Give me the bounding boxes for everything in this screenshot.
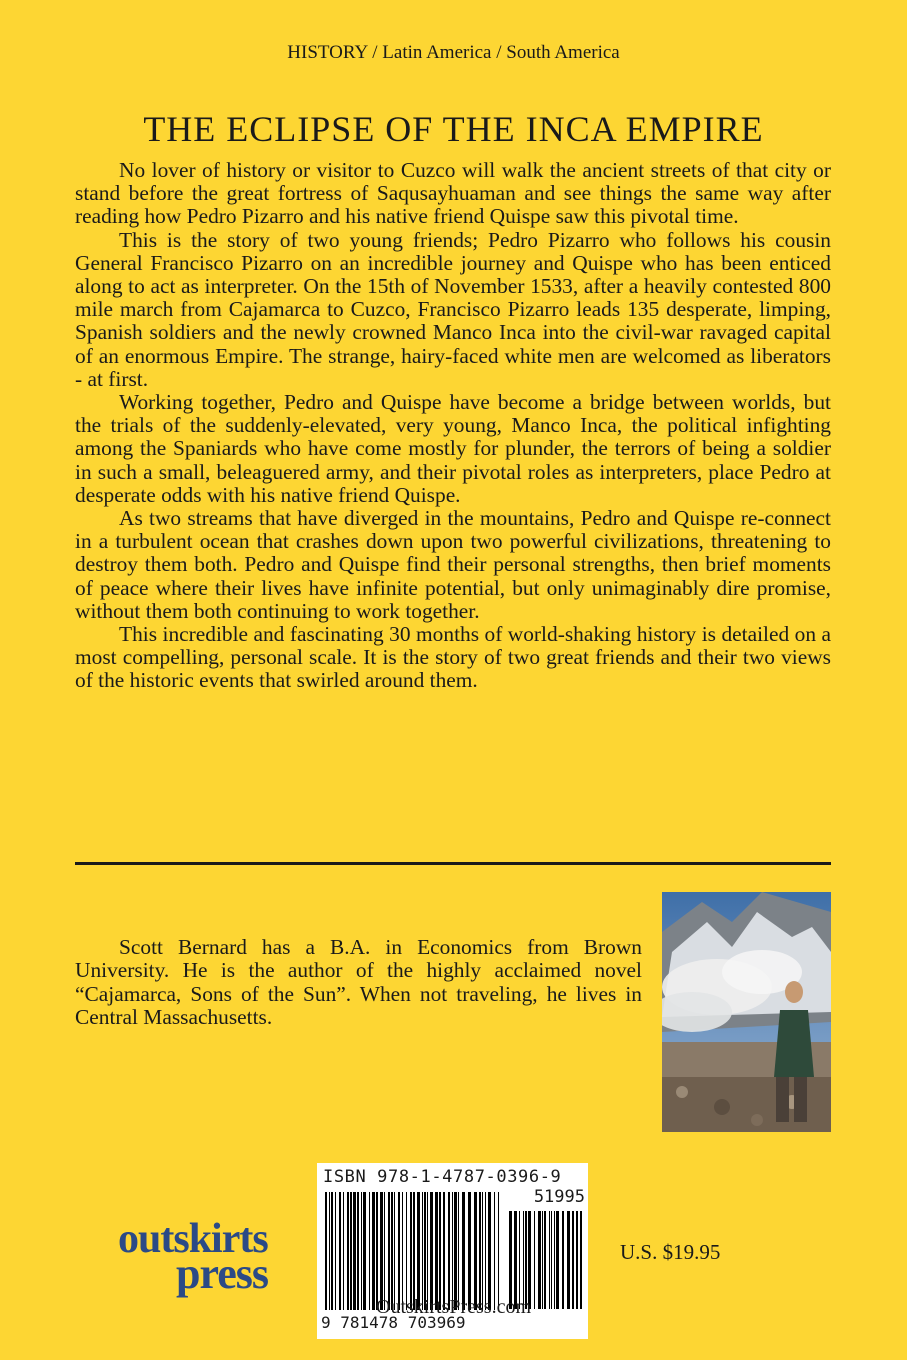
publisher-logo-line1: outskirts	[118, 1216, 268, 1262]
barcode-bar	[402, 1192, 403, 1310]
barcode-bar	[372, 1192, 375, 1310]
barcode-bar	[580, 1211, 582, 1309]
barcode-digits: 9 781478 703969	[321, 1313, 466, 1332]
barcode-bar	[413, 1192, 415, 1310]
barcode-bar	[369, 1192, 370, 1310]
barcode-bar	[391, 1192, 393, 1310]
barcode-bar	[468, 1192, 471, 1310]
book-title: THE ECLIPSE OF THE INCA EMPIRE	[143, 109, 764, 149]
barcode-bar	[427, 1192, 428, 1310]
barcode-bar	[394, 1192, 395, 1310]
barcode-bar	[525, 1211, 527, 1309]
barcode-bar	[357, 1192, 359, 1310]
description-paragraph: This is the story of two young friends; Pedro Pizarro who follows his cousin General Francisco Pizarro on an incredible journey and Quispe who has been enticed along to act as interpreter. On the 15th of November 1533, after a heavily contested 800 mile march from Cajamarca to Cuzco, Francisco Pizarro leads 135 desperate, limping, Spanish soldiers and the newly crowned Manco Inca into the civil-war ravaged capital of an enormous Empire. The strange, hairy-faced white men are welcomed as liberators - at first.	[75, 227, 831, 391]
barcode-bar	[417, 1192, 420, 1310]
barcode-bar	[380, 1192, 383, 1310]
barcode-bar	[363, 1192, 366, 1310]
author-photo-image	[662, 892, 831, 1132]
barcode-bar	[509, 1211, 512, 1309]
book-description	[75, 159, 831, 693]
price-supplement-number: 51995	[533, 1187, 585, 1207]
barcode-bar	[538, 1211, 541, 1309]
barcode-bar	[454, 1192, 457, 1310]
barcode-bar	[567, 1211, 570, 1309]
barcode-bar	[443, 1192, 445, 1310]
publisher-logo	[118, 1218, 298, 1298]
publisher-website: OutskirtsPress.com	[376, 1296, 531, 1318]
barcode-bar	[498, 1192, 499, 1310]
barcode-bar	[462, 1192, 465, 1310]
barcode-bar	[494, 1192, 495, 1310]
section-divider	[75, 862, 831, 865]
barcode-bar	[554, 1211, 555, 1309]
barcode-bars	[323, 1192, 503, 1310]
barcode-bar	[329, 1192, 330, 1310]
barcode-bar	[562, 1211, 564, 1309]
barcode-bar	[528, 1211, 531, 1309]
barcode-bar	[551, 1211, 552, 1309]
description-paragraph: No lover of history or visitor to Cuzco will walk the ancient streets of that city or stand before the great fortress of Saqusayhuaman and see things the same way after reading how Pedro Pizarro and his native friend Quispe saw this pivotal time.	[75, 158, 831, 229]
barcode-bar	[452, 1192, 453, 1310]
barcode-bar	[514, 1211, 517, 1309]
barcode-bar	[384, 1192, 385, 1310]
price: U.S. $19.95	[620, 1240, 721, 1264]
author-photo	[662, 892, 831, 1132]
barcode-bar	[361, 1192, 362, 1310]
barcode-bar	[572, 1211, 574, 1309]
barcode-bar	[435, 1192, 438, 1310]
barcode-bar	[424, 1192, 426, 1310]
category-line: HISTORY / Latin America / South America	[287, 42, 620, 63]
barcode-bar	[523, 1211, 524, 1309]
barcode-bar	[549, 1211, 550, 1309]
barcode-bar	[458, 1192, 459, 1310]
barcode-bar	[410, 1192, 412, 1310]
description-paragraph: Working together, Pedro and Quispe have become a bridge between worlds, but the trials of the suddenly-elevated, very young, Manco Inca, the political infighting among the Spaniards who have come mostly for plunder, the terrors of being a soldier in such a small, beleaguered army, and their pivotal roles as interpreters, place Pedro at desperate odds with his native friend Quispe.	[75, 390, 831, 507]
barcode-bar	[542, 1211, 543, 1309]
barcode-bar	[544, 1211, 546, 1309]
author-bio-text: Scott Bernard has a B.A. in Economics from Brown University. He is the author of the highly acclaimed novel “Cajamarca, Sons of the Sun”. When not traveling, he lives in Central Massachusetts.	[75, 935, 642, 1030]
author-bio	[75, 936, 642, 1030]
barcode-bar	[485, 1192, 486, 1310]
barcode-bar	[335, 1192, 336, 1310]
barcode-bar	[556, 1211, 559, 1309]
barcode-bar	[331, 1192, 333, 1310]
description-paragraph: This incredible and fascinating 30 months of world-shaking history is detailed on a most compelling, personal scale. It is the story of two great friends and their two views of the historic events that swirled around them.	[75, 622, 831, 693]
barcode-bar	[343, 1192, 344, 1310]
barcode-bar	[339, 1192, 341, 1310]
barcode-bar	[448, 1192, 450, 1310]
supplement-barcode-bars	[507, 1211, 583, 1309]
barcode-bar	[576, 1211, 578, 1309]
barcode-bar	[439, 1192, 441, 1310]
barcode-bar	[482, 1192, 483, 1310]
barcode-bar	[325, 1192, 327, 1310]
barcode-bar	[398, 1192, 400, 1310]
barcode-bar	[388, 1192, 390, 1310]
barcode-bar	[430, 1192, 433, 1310]
barcode-bar	[519, 1211, 520, 1309]
barcode-bar	[353, 1192, 356, 1310]
barcode-bar	[474, 1192, 477, 1310]
publisher-logo-line2: press	[176, 1249, 268, 1298]
barcode-bar	[406, 1192, 407, 1310]
barcode-bar	[488, 1192, 491, 1310]
barcode-bar	[350, 1192, 352, 1310]
description-paragraph: As two streams that have diverged in the mountains, Pedro and Quispe re-connect in a turbulent ocean that crashes down upon two powerful civilizations, threatening to destroy them both. Pedro and Quispe find their personal strengths, then brief moments of peace where their lives have infinite potential, but only unimaginably dire promise, without them both continuing to work together.	[75, 506, 831, 623]
barcode-bar	[479, 1192, 481, 1310]
barcode-bar	[534, 1211, 535, 1309]
barcode-bar	[347, 1192, 349, 1310]
barcode-bar	[422, 1192, 423, 1310]
isbn-text: ISBN 978-1-4787-0396-9	[323, 1167, 562, 1187]
barcode-bar	[376, 1192, 378, 1310]
